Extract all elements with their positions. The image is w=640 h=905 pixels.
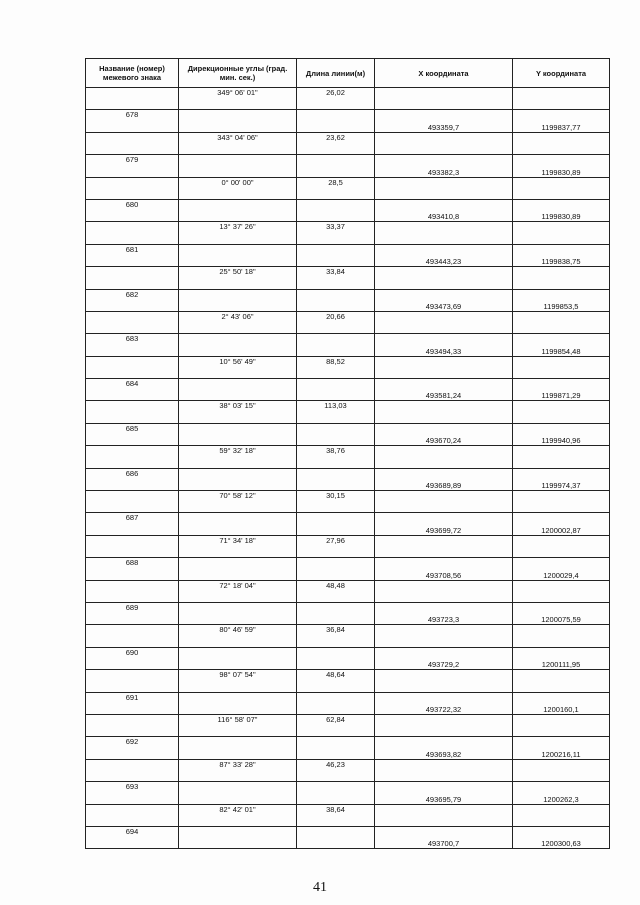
cell-angle: 80° 46' 59" (179, 625, 297, 647)
cell-angle: 82° 42' 01" (179, 804, 297, 826)
cell-name: 686 (86, 468, 179, 490)
cell-name (86, 759, 179, 781)
cell-length (297, 468, 375, 490)
cell-y (513, 670, 610, 692)
cell-angle (179, 199, 297, 221)
cell-y (513, 714, 610, 736)
cell-angle (179, 468, 297, 490)
cell-y (513, 446, 610, 468)
table-row (86, 580, 610, 602)
cell-name: 679 (86, 155, 179, 177)
cell-y: 1199974,37 (513, 468, 610, 490)
cell-length: 48,48 (297, 580, 375, 602)
cell-x: 493670,24 (375, 423, 513, 445)
table-row (86, 289, 610, 311)
cell-length (297, 155, 375, 177)
cell-x: 493708,56 (375, 558, 513, 580)
cell-length (297, 289, 375, 311)
cell-name: 678 (86, 110, 179, 132)
cell-angle: 59° 32' 18" (179, 446, 297, 468)
cell-angle: 116° 58' 07" (179, 714, 297, 736)
table-row (86, 379, 610, 401)
cell-y: 1200262,3 (513, 782, 610, 804)
header-angle: Дирекционные углы (град. мин. сек.) (179, 59, 297, 88)
cell-x: 493382,3 (375, 155, 513, 177)
cell-length: 33,84 (297, 267, 375, 289)
cell-angle (179, 379, 297, 401)
cell-x (375, 804, 513, 826)
cell-length: 48,64 (297, 670, 375, 692)
cell-x (375, 132, 513, 154)
cell-length: 113,03 (297, 401, 375, 423)
cell-angle (179, 513, 297, 535)
cell-length: 26,02 (297, 88, 375, 110)
table-row (86, 423, 610, 445)
cell-x (375, 222, 513, 244)
cell-y: 1200216,11 (513, 737, 610, 759)
header-length: Длина линии(м) (297, 59, 375, 88)
table-row (86, 177, 610, 199)
table-row (86, 558, 610, 580)
cell-name: 682 (86, 289, 179, 311)
table-row (86, 155, 610, 177)
cell-y (513, 491, 610, 513)
cell-name: 692 (86, 737, 179, 759)
cell-name (86, 580, 179, 602)
cell-x: 493699,72 (375, 513, 513, 535)
cell-y (513, 132, 610, 154)
cell-x (375, 401, 513, 423)
cell-x: 493581,24 (375, 379, 513, 401)
cell-length (297, 423, 375, 445)
cell-y: 1199940,96 (513, 423, 610, 445)
cell-y (513, 759, 610, 781)
cell-length (297, 558, 375, 580)
cell-y (513, 222, 610, 244)
table-row (86, 826, 610, 848)
cell-name: 687 (86, 513, 179, 535)
table-row (86, 132, 610, 154)
cell-x: 493473,69 (375, 289, 513, 311)
table-row (86, 737, 610, 759)
cell-angle: 87° 33' 28" (179, 759, 297, 781)
cell-angle (179, 647, 297, 669)
cell-name: 684 (86, 379, 179, 401)
cell-name (86, 491, 179, 513)
cell-name: 694 (86, 826, 179, 848)
cell-angle: 71° 34' 18" (179, 535, 297, 557)
cell-angle (179, 244, 297, 266)
table-row (86, 513, 610, 535)
cell-y: 1199871,29 (513, 379, 610, 401)
cell-length (297, 782, 375, 804)
cell-length: 36,84 (297, 625, 375, 647)
cell-angle (179, 334, 297, 356)
cell-angle (179, 692, 297, 714)
cell-name (86, 804, 179, 826)
cell-angle: 349° 06' 01" (179, 88, 297, 110)
cell-x: 493723,3 (375, 602, 513, 624)
cell-angle: 25° 50' 18" (179, 267, 297, 289)
cell-length (297, 602, 375, 624)
cell-length (297, 513, 375, 535)
cell-y (513, 88, 610, 110)
cell-angle: 98° 07' 54" (179, 670, 297, 692)
table-row (86, 356, 610, 378)
cell-x: 493722,32 (375, 692, 513, 714)
header-x: X координата (375, 59, 513, 88)
cell-x (375, 311, 513, 333)
table-row (86, 625, 610, 647)
cell-name (86, 625, 179, 647)
cell-name (86, 222, 179, 244)
cell-name (86, 88, 179, 110)
table-row (86, 647, 610, 669)
table-row (86, 468, 610, 490)
cell-x (375, 491, 513, 513)
header-name: Название (номер) межевого знака (86, 59, 179, 88)
cell-y: 1200300,63 (513, 826, 610, 848)
cell-length (297, 737, 375, 759)
table-row (86, 602, 610, 624)
cell-name (86, 446, 179, 468)
cell-angle (179, 602, 297, 624)
cell-angle: 10° 56' 49" (179, 356, 297, 378)
cell-y (513, 401, 610, 423)
cell-x (375, 535, 513, 557)
cell-x (375, 759, 513, 781)
boundary-coordinates-table (85, 58, 610, 849)
cell-angle: 70° 58' 12" (179, 491, 297, 513)
cell-name: 683 (86, 334, 179, 356)
cell-x: 493693,82 (375, 737, 513, 759)
cell-angle: 13° 37' 26" (179, 222, 297, 244)
cell-name: 688 (86, 558, 179, 580)
table-row (86, 804, 610, 826)
cell-name (86, 311, 179, 333)
cell-y (513, 311, 610, 333)
table-row (86, 401, 610, 423)
cell-name (86, 714, 179, 736)
table-row (86, 491, 610, 513)
cell-x: 493443,23 (375, 244, 513, 266)
table-row (86, 446, 610, 468)
cell-y (513, 356, 610, 378)
cell-y (513, 580, 610, 602)
cell-angle: 0° 00' 00" (179, 177, 297, 199)
cell-name (86, 670, 179, 692)
cell-length (297, 110, 375, 132)
cell-name (86, 267, 179, 289)
cell-y: 1199837,77 (513, 110, 610, 132)
table-row (86, 244, 610, 266)
cell-length: 46,23 (297, 759, 375, 781)
cell-name: 693 (86, 782, 179, 804)
cell-length (297, 692, 375, 714)
table-header-row (86, 59, 610, 88)
cell-length: 88,52 (297, 356, 375, 378)
cell-x: 493689,89 (375, 468, 513, 490)
cell-name: 690 (86, 647, 179, 669)
cell-angle (179, 423, 297, 445)
cell-y: 1200111,95 (513, 647, 610, 669)
cell-y (513, 267, 610, 289)
cell-length: 38,64 (297, 804, 375, 826)
cell-y: 1199854,48 (513, 334, 610, 356)
cell-angle: 343° 04' 06" (179, 132, 297, 154)
cell-x (375, 580, 513, 602)
table-row (86, 110, 610, 132)
table-row (86, 535, 610, 557)
table-row (86, 782, 610, 804)
cell-angle (179, 110, 297, 132)
cell-name (86, 535, 179, 557)
cell-name (86, 177, 179, 199)
table-row (86, 88, 610, 110)
cell-name (86, 132, 179, 154)
cell-y (513, 625, 610, 647)
cell-length: 30,15 (297, 491, 375, 513)
cell-x: 493700,7 (375, 826, 513, 848)
table-row (86, 670, 610, 692)
cell-length (297, 647, 375, 669)
cell-y (513, 177, 610, 199)
cell-y: 1200160,1 (513, 692, 610, 714)
table-row (86, 311, 610, 333)
cell-y (513, 804, 610, 826)
cell-length: 28,5 (297, 177, 375, 199)
cell-x: 493695,79 (375, 782, 513, 804)
cell-angle (179, 155, 297, 177)
cell-y: 1200002,87 (513, 513, 610, 535)
cell-x (375, 714, 513, 736)
cell-length (297, 199, 375, 221)
cell-angle: 2° 43' 06" (179, 311, 297, 333)
table-row (86, 692, 610, 714)
cell-x: 493410,8 (375, 199, 513, 221)
cell-x (375, 356, 513, 378)
cell-y: 1200075,59 (513, 602, 610, 624)
cell-y (513, 535, 610, 557)
table-row (86, 199, 610, 221)
cell-length (297, 244, 375, 266)
cell-x: 493729,2 (375, 647, 513, 669)
cell-x (375, 446, 513, 468)
page-number: 41 (313, 880, 327, 895)
cell-x: 493494,33 (375, 334, 513, 356)
cell-x (375, 267, 513, 289)
table-row (86, 222, 610, 244)
cell-y: 1199838,75 (513, 244, 610, 266)
cell-angle: 38° 03' 15" (179, 401, 297, 423)
cell-name: 680 (86, 199, 179, 221)
header-y: Y координата (513, 59, 610, 88)
cell-name (86, 401, 179, 423)
cell-name: 681 (86, 244, 179, 266)
cell-length: 27,96 (297, 535, 375, 557)
cell-length (297, 379, 375, 401)
cell-x (375, 88, 513, 110)
table-row (86, 714, 610, 736)
cell-x (375, 177, 513, 199)
cell-angle (179, 289, 297, 311)
cell-name (86, 356, 179, 378)
cell-y: 1199830,89 (513, 199, 610, 221)
cell-angle: 72° 18' 04" (179, 580, 297, 602)
cell-angle (179, 826, 297, 848)
cell-y: 1199830,89 (513, 155, 610, 177)
cell-length: 38,76 (297, 446, 375, 468)
cell-length: 62,84 (297, 714, 375, 736)
cell-name: 689 (86, 602, 179, 624)
cell-name: 691 (86, 692, 179, 714)
cell-angle (179, 782, 297, 804)
cell-x (375, 625, 513, 647)
cell-length: 23,62 (297, 132, 375, 154)
cell-x: 493359,7 (375, 110, 513, 132)
cell-angle (179, 558, 297, 580)
cell-x (375, 670, 513, 692)
cell-y: 1199853,5 (513, 289, 610, 311)
cell-length: 20,66 (297, 311, 375, 333)
cell-y: 1200029,4 (513, 558, 610, 580)
cell-name: 685 (86, 423, 179, 445)
table-row (86, 267, 610, 289)
cell-angle (179, 737, 297, 759)
cell-length: 33,37 (297, 222, 375, 244)
table-row (86, 759, 610, 781)
cell-length (297, 334, 375, 356)
cell-length (297, 826, 375, 848)
table-row (86, 334, 610, 356)
